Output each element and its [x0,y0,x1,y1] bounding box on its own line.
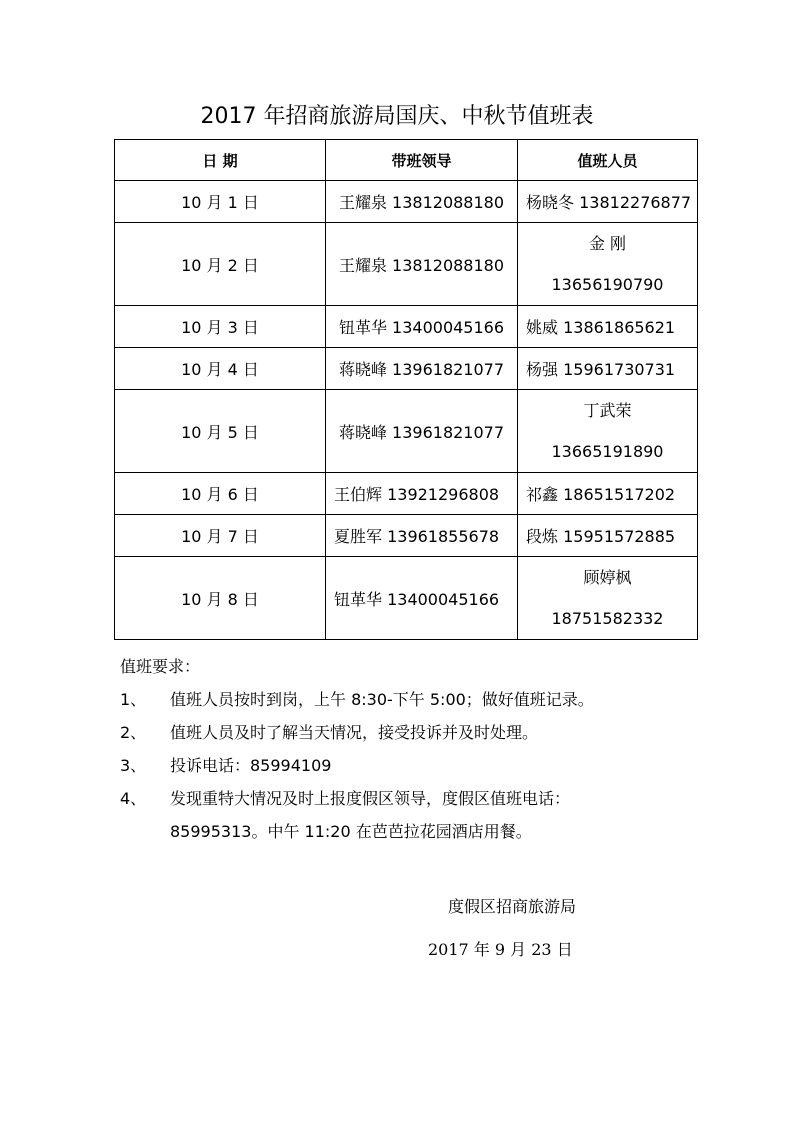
leader-cell: 钮革华 13400045166 [326,306,518,348]
staff-cell [518,390,698,473]
staff-name: 杨强 [526,360,559,379]
leader-cell: 王伯辉 13921296808 [326,473,518,515]
staff-phone: 13656190790 [551,275,664,294]
date-cell: 10 月 6 日 [115,473,326,515]
staff-phone: 15961730731 [563,360,676,379]
requirement-number: 3、 [120,756,147,775]
requirement-text: 投诉电话：85994109 [170,756,332,775]
date-cell: 10 月 8 日 [115,557,326,640]
staff-phone: 13812276877 [579,193,692,212]
date-cell: 10 月 1 日 [115,181,326,223]
staff-cell [518,473,698,515]
staff-cell [518,306,698,348]
leader-cell: 王耀泉 13812088180 [326,181,518,223]
staff-cell [518,223,698,306]
staff-name: 杨晓冬 [526,193,575,212]
date-cell: 10 月 4 日 [115,348,326,390]
requirement-item [120,782,720,848]
requirement-number: 2、 [120,723,147,742]
signature-org: 度假区招商旅游局 [448,897,577,916]
date-cell: 10 月 3 日 [115,306,326,348]
staff-cell [518,515,698,557]
header-date: 日 期 [115,140,326,181]
table-row [115,181,698,223]
requirement-number: 1、 [120,690,147,709]
staff-name: 顾婷枫 [583,568,632,587]
leader-cell: 蒋晓峰 13961821077 [326,348,518,390]
header-staff: 值班人员 [518,140,698,181]
duty-schedule-table [114,139,698,640]
staff-phone: 13665191890 [551,442,664,461]
staff-cell [518,348,698,390]
staff-name: 祁鑫 [526,485,559,504]
table-row [115,348,698,390]
requirement-item [120,683,720,716]
staff-cell [518,181,698,223]
signature-date: 2017 年 9 月 23 日 [428,940,573,959]
staff-phone: 18651517202 [563,485,676,504]
staff-name: 姚威 [526,318,559,337]
leader-cell: 王耀泉 13812088180 [326,223,518,306]
table-row [115,390,698,473]
table-row [115,306,698,348]
requirement-item [120,716,720,749]
header-leader: 带班领导 [326,140,518,181]
date-cell: 10 月 2 日 [115,223,326,306]
requirement-number: 4、 [120,789,147,808]
leader-cell: 钮革华 13400045166 [326,557,518,640]
table-header-row [115,140,698,181]
staff-phone: 18751582332 [551,609,664,628]
requirement-text: 发现重特大情况及时上报度假区领导，度假区值班电话： [170,789,571,808]
requirement-text: 值班人员及时了解当天情况，接受投诉并及时处理。 [170,723,539,742]
requirement-text: 值班人员按时到岗，上午 8:30-下午 5:00；做好值班记录。 [170,690,594,709]
page-title: 2017 年招商旅游局国庆、中秋节值班表 [200,104,594,129]
staff-cell [518,557,698,640]
staff-phone: 13861865621 [563,318,676,337]
table-row [115,515,698,557]
leader-cell: 夏胜军 13961855678 [326,515,518,557]
table-row [115,473,698,515]
date-cell: 10 月 5 日 [115,390,326,473]
date-cell: 10 月 7 日 [115,515,326,557]
requirement-item [120,749,720,782]
leader-cell: 蒋晓峰 13961821077 [326,390,518,473]
staff-name: 段炼 [526,527,559,546]
table-row [115,223,698,306]
requirement-text-continuation: 85995313。中午 11:20 在芭芭拉花园酒店用餐。 [170,822,532,841]
staff-phone: 15951572885 [563,527,676,546]
duty-requirements [120,650,720,848]
staff-name: 金 刚 [588,234,627,253]
staff-name: 丁武荣 [583,401,632,420]
table-row [115,557,698,640]
requirements-title: 值班要求： [120,657,201,676]
